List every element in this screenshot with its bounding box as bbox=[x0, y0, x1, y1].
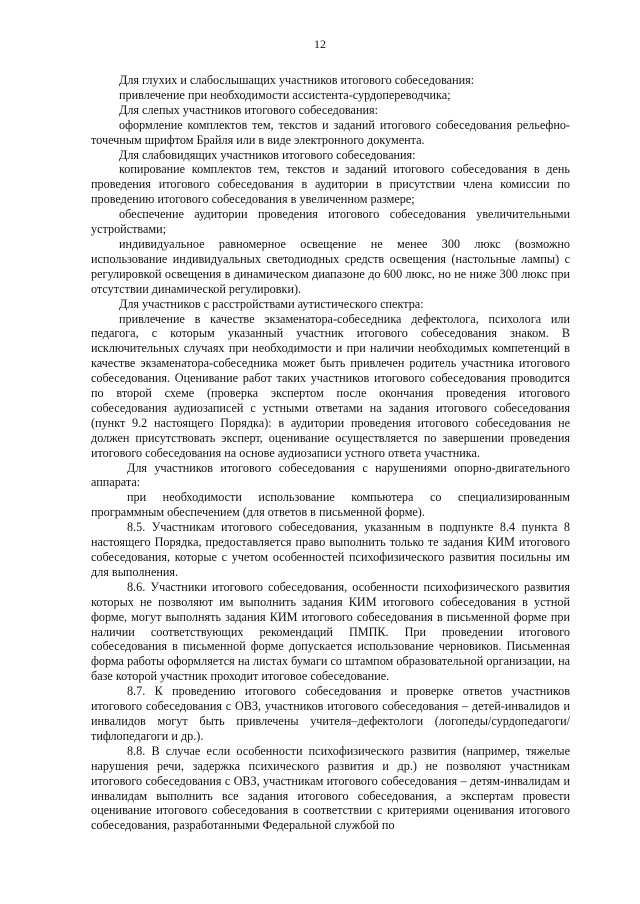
paragraph-lowvision-lighting: индивидуальное равномерное освещение не менее 300 люкс (возможно использование индивидуальных светодиодных средств освещения (настольные лампы) с регулировкой освещения в динамическом диапазоне до 600 люкс, но не ниже 300 люкс при отсутствии динамической регулировки). bbox=[91, 236, 570, 296]
paragraph-blind-item: оформление комплектов тем, текстов и заданий итогового собеседования рельефно-точечным шрифтом Брайля или в виде электронного документа. bbox=[91, 117, 570, 147]
page-number: 12 bbox=[314, 37, 326, 51]
paragraph-lowvision-copying: копирование комплектов тем, текстов и заданий итогового собеседования в день проведения итогового собеседования в аудитории в присутствии члена комиссии по проведению итогового собеседования в увеличенном размере; bbox=[91, 162, 570, 207]
paragraph-8-6: 8.6. Участники итогового собеседования, особенности психофизического развития которых не позволяют им выполнить задания КИМ итогового собеседования в устной форме, могут выполнять задания КИМ итогового собеседования в письменной форме при наличии соответствующих рекомендаций ПМПК. При проведении итогового собеседования в письменной форме допускается использование черновиков. Письменная форма работы оформляется на листах бумаги со штампом образовательной организации, на базе которой участник проходит итоговое собеседование. bbox=[91, 579, 570, 684]
document-body bbox=[91, 73, 570, 833]
paragraph-blind-heading: Для слепых участников итогового собеседования: bbox=[119, 102, 378, 117]
paragraph-deaf-heading: Для глухих и слабослышащих участников итогового собеседования: bbox=[119, 73, 475, 87]
paragraph-musculoskeletal-item: при необходимости использование компьютера со специализированным программным обеспечением (для ответов в письменной форме). bbox=[91, 490, 570, 520]
paragraph-lowvision-heading: Для слабовидящих участников итогового собеседования: bbox=[119, 147, 416, 162]
paragraph-autism-heading: Для участников с расстройствами аутистического спектра: bbox=[119, 296, 424, 311]
paragraph-lowvision-magnifiers: обеспечение аудитории проведения итогового собеседования увеличительными устройствами; bbox=[91, 207, 570, 237]
paragraph-musculoskeletal-heading: Для участников итогового собеседования с нарушениями опорно-двигательного аппарата: bbox=[91, 460, 570, 490]
paragraph-deaf-item: привлечение при необходимости ассистента-сурдопереводчика; bbox=[119, 87, 451, 102]
paragraph-8-7: 8.7. К проведению итогового собеседования и проверке ответов участников итогового собеседования с ОВЗ, участников итогового собеседования – детей-инвалидов и инвалидов могут быть привлечены учителя–дефектологи (логопеды/сурдопедагоги/ тифлопедагоги и др.). bbox=[91, 684, 570, 743]
paragraph-8-5: 8.5. Участникам итогового собеседования, указанным в подпункте 8.4 пункта 8 настоящего Порядка, предоставляется право выполнить только те задания КИМ итогового собеседования, которые с учетом особенностей психофизического развития посильны им для выполнения. bbox=[91, 520, 570, 579]
paragraph-autism-item: привлечение в качестве экзаменатора-собеседника дефектолога, психолога или педагога, с которым указанный участник итогового собеседования знаком. В исключительных случаях при необходимости и при наличии необходимых компетенций в качестве экзаменатора-собеседника может быть привлечен родитель участника итогового собеседования. Оценивание работ таких участников итогового собеседования проводится по второй схеме (проверка экспертом после окончания проведения итогового собеседования аудиозаписей с устными ответами на задания итогового собеседования (пункт 9.2 настоящего Порядка): в аудитории проведения итогового собеседования не должен присутствовать эксперт, оценивание осуществляется по завершении проведения итогового собеседования на основе аудиозаписи устного ответа участника. bbox=[91, 311, 570, 460]
paragraph-8-8: 8.8. В случае если особенности психофизического развития (например, тяжелые нарушения речи, задержка психического развития и др.) не позволяют участникам итогового собеседования с ОВЗ, участникам итогового собеседования – детям-инвалидам и инвалидам выполнить все задания итогового собеседования, а экспертам провести оценивание итогового собеседования в соответствии с критериями оценивания итогового собеседования, разработанными Федеральной службой по bbox=[91, 743, 570, 833]
